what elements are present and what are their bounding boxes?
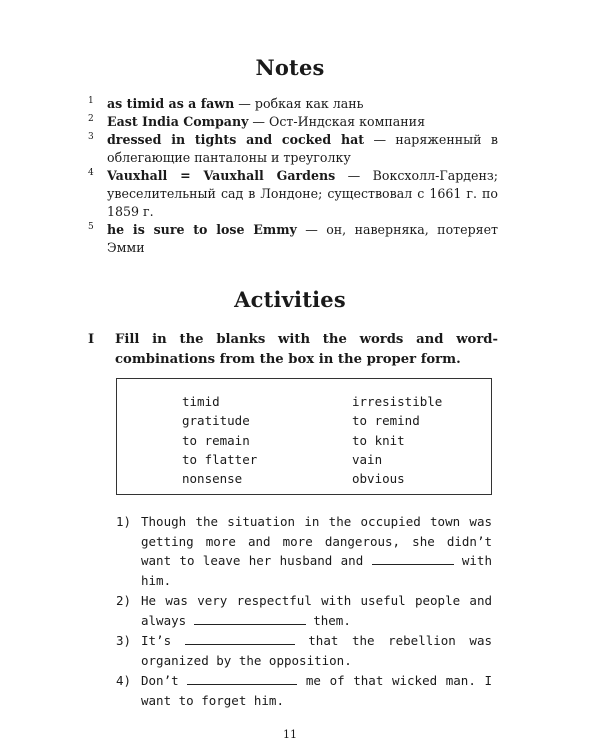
note-number: 3 [88, 132, 94, 142]
note-item [88, 131, 498, 167]
task-instruction [88, 330, 498, 370]
task-number: I [88, 332, 95, 347]
note-item [88, 113, 498, 131]
note-number: 4 [88, 168, 94, 178]
word-item: to remind [352, 413, 420, 429]
note-term: Vauxhall = Vauxhall Gardens [107, 168, 336, 183]
word-item: gratitude [182, 413, 250, 429]
sentence-item [116, 512, 492, 590]
word-item: timid [182, 394, 220, 409]
word-item: to remain [182, 432, 250, 448]
exercise-sentences [116, 512, 492, 711]
note-number: 2 [88, 114, 94, 124]
note-translation: — Ост-Индская компания [248, 114, 426, 129]
note-item [88, 221, 498, 257]
sentence-item [116, 671, 492, 710]
notes-list [88, 95, 498, 257]
answer-blank[interactable] [372, 552, 454, 565]
answer-blank[interactable] [187, 672, 297, 685]
sentence-number: 4) [116, 673, 132, 688]
sentence-item [116, 591, 492, 630]
word-column-left [182, 392, 257, 488]
sentence-text-before: He was very respectful with useful people and always [141, 593, 492, 628]
note-translation: — он, наверняка, потеряет Эмми [107, 222, 499, 255]
sentence-number: 3) [116, 633, 132, 648]
word-column-right [352, 392, 442, 488]
word-item: nonsense [182, 471, 243, 487]
sentence-number: 1) [116, 514, 132, 529]
note-term: dressed in tights and cocked hat [107, 132, 365, 147]
sentence-text-before: Though the situation in the occupied town was getting more and more dangerous, she didn’t want to leave her husband and [141, 514, 492, 568]
note-term: he is sure to lose Emmy [107, 222, 297, 237]
answer-blank[interactable] [194, 612, 306, 625]
note-item [88, 167, 498, 221]
note-term: East India Company [107, 114, 249, 129]
word-box [116, 378, 492, 495]
note-number: 5 [88, 222, 94, 232]
answer-blank[interactable] [185, 632, 295, 645]
sentence-number: 2) [116, 593, 132, 608]
task-text: Fill in the blanks with the words and word-combinations from the box in the proper form. [115, 332, 498, 367]
notes-heading: Notes [255, 55, 325, 80]
page-number: 11 [283, 728, 297, 741]
note-term: as timid as a fawn [107, 96, 235, 111]
word-item: vain [352, 451, 383, 467]
word-item: to flatter [182, 451, 258, 467]
sentence-text-before: It’s [141, 633, 185, 648]
sentence-text-after: me of that wicked man. I want to forget him. [141, 673, 492, 708]
note-number: 1 [88, 96, 94, 106]
note-translation: — робкая как лань [234, 96, 364, 111]
sentence-text-before: Don’t [141, 673, 188, 688]
word-item: obvious [352, 471, 405, 487]
note-translation: — наряженный в облегающие панталоны и треуголку [107, 132, 498, 165]
activities-heading: Activities [234, 287, 346, 312]
note-translation: — Воксхолл-Гарденз; увеселительный сад в Лондоне; существовал с 1661 г. по 1859 г. [107, 168, 498, 219]
word-item: to knit [352, 432, 405, 448]
sentence-item [116, 631, 492, 670]
note-item [88, 95, 498, 113]
sentence-text-after: them. [305, 612, 351, 628]
word-item: irresistible [352, 394, 443, 409]
sentence-text-after: that the rebellion was organized by the opposition. [141, 633, 492, 668]
sentence-text-after: with him. [141, 553, 492, 588]
